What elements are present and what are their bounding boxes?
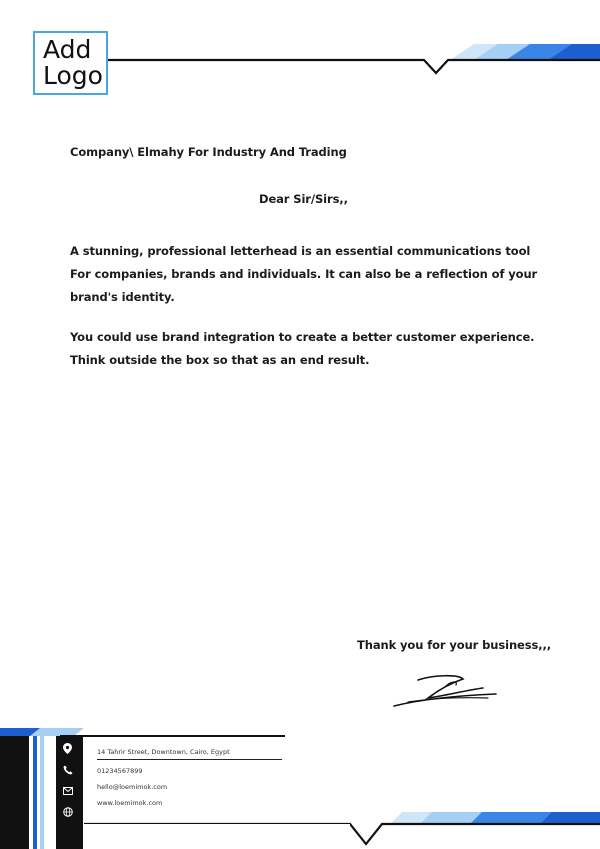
- logo-placeholder: [33, 31, 108, 95]
- footer-decoration: [0, 720, 600, 849]
- header-rule: [108, 60, 600, 73]
- paragraph-2-line: Think outside the box so that as an end result.: [70, 353, 370, 367]
- paragraph-2: [70, 326, 534, 372]
- email-icon: [59, 782, 76, 799]
- footer-left-bar-dark: [33, 736, 37, 849]
- signature: [388, 670, 508, 715]
- company-name: Company\ Elmahy For Industry And Trading: [70, 145, 347, 159]
- paragraph-2-line: You could use brand integration to create a better customer experience.: [70, 330, 535, 344]
- paragraph-1-line: brand's identity.: [70, 290, 175, 304]
- phone-text: 01234567899: [97, 767, 143, 775]
- paragraph-1-line: For companies, brands and individuals. It can also be a reflection of your: [70, 267, 538, 281]
- contact-icons: [59, 740, 81, 824]
- contact-details: [97, 746, 282, 811]
- closing-line: Thank you for your business,,,: [357, 638, 552, 652]
- logo-text-line1: Add: [43, 35, 92, 64]
- logo-text-line2: Logo: [43, 61, 103, 90]
- website-link[interactable]: www.loemimok.com: [97, 799, 163, 807]
- location-pin-icon: [59, 740, 76, 757]
- address-text: 14 Tahrir Street, Downtown, Cairo, Egypt: [97, 746, 282, 760]
- footer-left-block: [0, 736, 29, 849]
- paragraph-1: [70, 240, 537, 309]
- globe-icon: [59, 803, 76, 820]
- phone-icon: [59, 761, 76, 778]
- footer-left-bar-light: [40, 736, 44, 849]
- paragraph-1-line: A stunning, professional letterhead is an essential communications tool: [70, 244, 531, 258]
- greeting: Dear Sir/Sirs,,: [259, 192, 348, 206]
- email-link[interactable]: hello@loemimok.com: [97, 783, 168, 791]
